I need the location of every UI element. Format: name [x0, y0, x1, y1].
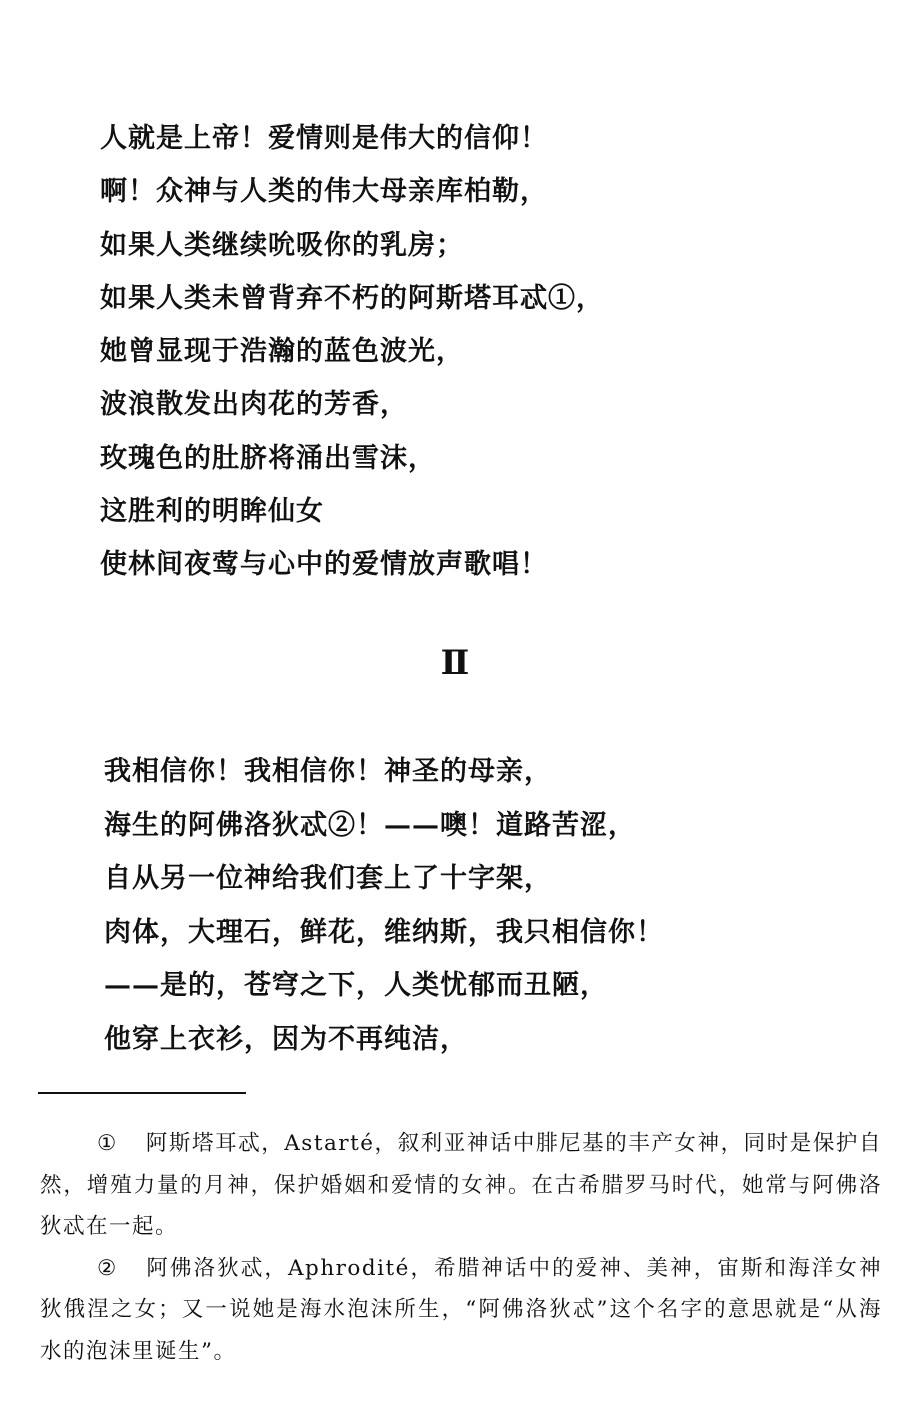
poem-line: 他穿上衣衫，因为不再纯洁，	[104, 1023, 468, 1055]
poem-line: 如果人类未曾背弃不朽的阿斯塔耳忒①，	[100, 282, 604, 314]
footnote-divider	[38, 1092, 246, 1094]
poem-line: 我相信你！我相信你！神圣的母亲，	[104, 756, 552, 787]
poem-line: 她曾显现于浩瀚的蓝色波光，	[100, 336, 464, 368]
poem-line: 肉体，大理石，鲜花，维纳斯，我只相信你！	[104, 916, 664, 948]
footnote-marker: ①	[97, 1131, 118, 1156]
poem-line: 这胜利的明眸仙女	[100, 496, 324, 528]
poem-stanza-1	[100, 112, 604, 592]
footnote-text: 阿佛洛狄忒，Aphrodité，希腊神话中的爱神、美神，宙斯和海洋女神狄俄涅之女；又一说她是海水泡沫所生，“阿佛洛狄忒”这个名字的意思就是“从海水的泡沫里诞生”。	[40, 1255, 882, 1364]
poem-line: 啊！众神与人类的伟大母亲库柏勒，	[100, 176, 548, 208]
poem-line: 海生的阿佛洛狄忒②！——噢！道路苦涩，	[104, 809, 636, 841]
footnotes	[40, 1123, 882, 1372]
poem-line: 人就是上帝！爱情则是伟大的信仰！	[100, 123, 548, 154]
footnote-1	[40, 1123, 882, 1248]
poem-line: 自从另一位神给我们套上了十字架，	[104, 863, 552, 895]
footnote-marker: ②	[97, 1255, 119, 1281]
poem-line: 使林间夜莺与心中的爱情放声歌唱！	[100, 549, 548, 581]
footnote-text: 阿斯塔耳忒，Astarté，叙利亚神话中腓尼基的丰产女神，同时是保护自然，增殖力量的月神，保护婚姻和爱情的女神。在古希腊罗马时代，她常与阿佛洛狄忒在一起。	[40, 1131, 882, 1239]
poem-line: 如果人类继续吮吸你的乳房；	[100, 229, 464, 261]
poem-line: ——是的，苍穹之下，人类忧郁而丑陋，	[104, 970, 608, 1002]
section-heading: Ⅱ	[440, 645, 470, 682]
poem-line: 波浪散发出肉花的芳香，	[100, 389, 408, 421]
footnote-2	[40, 1248, 882, 1373]
poem-line: 玫瑰色的肚脐将涌出雪沫，	[100, 442, 436, 474]
poem-stanza-2	[104, 745, 664, 1067]
